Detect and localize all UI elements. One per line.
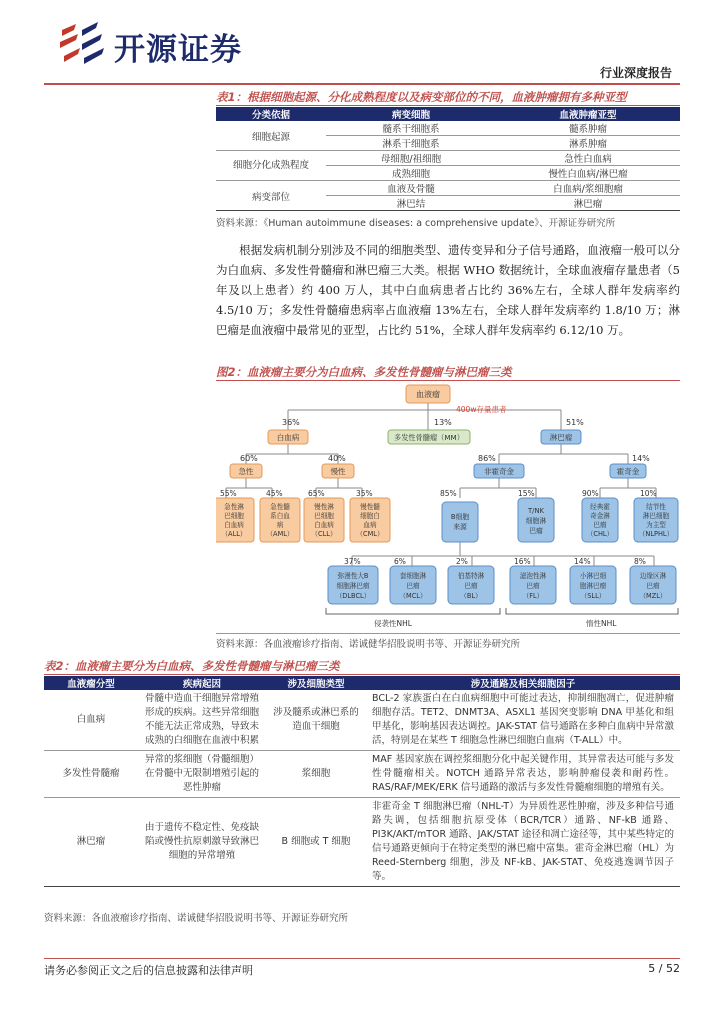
node-label-line: 细胞淋 (525, 517, 547, 525)
table2-header: 血液瘤分型 (44, 676, 138, 690)
node-label-line: （CLL） (311, 530, 337, 538)
node-label-line: 为主型 (646, 521, 666, 529)
body-paragraph (216, 240, 680, 340)
node-label-line: 慢性髓 (360, 503, 380, 511)
table-row (216, 151, 680, 166)
table2-caption (44, 658, 340, 674)
node-label-line: 白血病 (314, 521, 334, 529)
node-label-line: 病 (276, 521, 284, 529)
figure2-caption (216, 364, 512, 380)
table-row (216, 121, 680, 136)
node-label: 白血病 (276, 433, 300, 442)
report-type: 行业深度报告 (599, 66, 672, 80)
overview-table (44, 676, 680, 887)
classification-tree (216, 380, 680, 630)
classification-diagram (216, 380, 680, 630)
node-label-line: 巴瘤 (529, 527, 543, 535)
node-label: 急性 (238, 467, 254, 476)
node-label-line: 边缘区淋 (639, 572, 667, 580)
node-label-line: （AML） (266, 530, 294, 538)
node-label-line: 来源 (453, 523, 467, 531)
pct-label: 14% (632, 454, 650, 463)
table-cell: B 细胞或 T 细胞 (266, 798, 366, 887)
table-cell: 母细胞/祖细胞 (326, 151, 496, 166)
table1-basis: 细胞起源 (251, 131, 290, 143)
table-cell: 骨髓中造血干细胞异常增殖形成的疾病。这些异常细胞不能无法正常成熟，导致未成熟的白细胞在血液中积累 (144, 693, 259, 746)
table-cell: 淋巴瘤 (496, 196, 680, 211)
node-label-line: 细胞淋巴瘤 (336, 582, 370, 590)
table-cell: 由于遗传不稳定性、免疫缺陷或慢性抗原刺激导致淋巴细胞的异常增殖 (138, 798, 266, 887)
table-cell: 浆细胞 (266, 751, 366, 798)
node-label-line: B细胞 (450, 513, 470, 521)
pct-label: 14% (574, 557, 591, 566)
node-label-line: 滤泡性淋 (519, 572, 547, 580)
table-cell: MAF 基因家族在调控浆细胞分化中起关键作用，其异常表达可能与多发性骨髓瘤相关。NOTCH 通路异常表达，影响肿瘤侵袭和耐药性。RAS/RAF/MEK/ERK 信号通路的激活与多发性骨髓瘤细胞的增殖有关。 (366, 751, 680, 798)
table2-header: 疾病起因 (138, 676, 266, 690)
page-number: 5 / 52 (648, 962, 680, 975)
table-cell: BCL-2 家族蛋白在白血病细胞中可能过表达，抑制细胞凋亡，促进肿瘤细胞存活。TET2、DNMT3A、ASXL1 基因突变影响 DNA 甲基化和组甲基化，影响基因表达调控。JAK-STAT 信号通路在多种白血病中异常激活，特别是在某些 T 细胞急性淋巴细胞白血病（T-ALL）中。 (372, 693, 674, 746)
pct-label: 15% (518, 489, 535, 498)
node-label-line: 巴瘤 (526, 582, 540, 590)
node-label-line: （FL） (522, 592, 544, 600)
node-label-line: 巴细胞 (224, 512, 244, 520)
table1-header-cell: 病变细胞 (326, 107, 496, 121)
table-cell: 髓系肿瘤 (568, 124, 607, 135)
node-label: 霍奇金 (616, 467, 640, 476)
table1-header-subtype: 血液肿瘤亚型 (496, 107, 680, 121)
table-cell: 白血病 (76, 714, 106, 725)
table1-title: 根据细胞起源、分化成熟程度以及病变部位的不同，血液肿瘤拥有多种亚型 (247, 90, 627, 104)
table1-caption (216, 89, 627, 105)
footer-disclaimer: 请务必参阅正文之后的信息披露和法律声明 (44, 964, 253, 977)
bracket-label: 惰性NHL (586, 619, 617, 628)
hl-subtypes (582, 489, 678, 542)
table1-label: 表1： (216, 90, 248, 104)
node-label-line: （MZL） (639, 592, 667, 600)
figure2-label: 图2： (216, 365, 248, 379)
node-label-line: 巴瘤 (464, 582, 478, 590)
root-note: 400w存量患者 (456, 405, 507, 414)
node-label-line: （SLL） (580, 592, 606, 600)
node-label-line: 小淋巴细 (579, 572, 607, 580)
node-label-line: 巴瘤 (406, 582, 420, 590)
table2-header-row (44, 676, 680, 690)
node-label-line: 胞淋巴瘤 (579, 582, 607, 590)
table-cell: 淋巴结 (326, 196, 496, 211)
node-label: 多发性骨髓瘤（MM） (394, 433, 464, 442)
table-cell: 淋巴瘤 (44, 798, 138, 887)
table-cell: 血液及骨髓 (326, 181, 496, 196)
table1-basis: 细胞分化成熟程度 (216, 151, 326, 181)
node-label-line: （NLPHL） (638, 530, 674, 538)
node-label-line: 细胞白 (360, 512, 380, 520)
nhl-subtypes (440, 489, 554, 542)
brand-name: 开源证券 (114, 32, 242, 68)
bracket-indolent (506, 608, 678, 614)
pct-label: 2% (456, 557, 468, 566)
table-cell: 髓系干细胞系 (382, 124, 440, 135)
node-label-line: T/NK (528, 507, 544, 515)
pct-label: 6% (394, 557, 406, 566)
node-label-line: 慢性淋 (314, 503, 334, 511)
figure2-bottom-rule (216, 633, 680, 634)
node-label: 慢性 (330, 467, 346, 476)
pct-label: 35% (356, 489, 373, 498)
node-label: 淋巴瘤 (549, 433, 573, 442)
node-label-line: 伯基特淋 (457, 572, 485, 580)
node-label-line: （CML） (356, 530, 384, 538)
table-row (44, 798, 680, 887)
node-label: 非霍奇金 (484, 467, 514, 476)
node-label-line: 系白血 (270, 512, 290, 520)
table-cell: 异常的浆细胞（骨髓细胞）在骨髓中无限制增殖引起的恶性肿瘤 (138, 751, 266, 798)
pct-label: 65% (308, 489, 325, 498)
node-label-line: （MCL） (399, 592, 427, 600)
table2-label: 表2： (44, 659, 76, 673)
table1-source: 资料来源：《Human autoimmune diseases: a comprehensive update》、开源证券研究所 (216, 218, 616, 229)
table1-caption-rule (216, 105, 680, 106)
node-label-line: 结节性 (646, 503, 666, 511)
node-label-line: 血病 (363, 521, 377, 529)
pct-label: 86% (478, 454, 496, 463)
node-label-line: 淋巴细胞 (642, 512, 670, 520)
brand-logo-icon (58, 20, 106, 66)
table2-source: 资料来源：各血液瘤诊疗指南、诺诚健华招股说明书等、开源证券研究所 (44, 913, 349, 924)
table-cell: 慢性白血病/淋巴瘤 (496, 166, 680, 181)
node-label-line: （CHL） (586, 530, 614, 538)
table-row (216, 181, 680, 196)
node-root-label: 血液瘤 (416, 390, 440, 399)
table-row (44, 690, 680, 751)
pct-label: 55% (220, 489, 237, 498)
node-label-line: 急性髓 (270, 503, 290, 511)
table-cell: 成熟细胞 (326, 166, 496, 181)
table-cell: 非霍奇金 T 细胞淋巴瘤（NHL-T）为异质性恶性肿瘤，涉及多种信号通路失调，包括细胞抗原受体（BCR/TCR）通路、NF-kB 通路、PI3K/AKT/mTOR 通路、JAK/STAT 途径和凋亡途径等，其中某些特定的信号通路更倾向于在特定类型的淋巴瘤中富集。霍奇金淋巴瘤（HL）为 Reed-Sternberg 细胞，涉及 NF-kB、JAK-STAT、免疫逃逸调节因子等。 (366, 798, 680, 887)
node-label-line: 急性淋 (224, 503, 244, 511)
table-row (44, 751, 680, 798)
node-label-line: 套细胞淋 (399, 572, 427, 580)
table-cell: 急性白血病 (496, 151, 680, 166)
pct-label: 51% (566, 418, 584, 427)
table-cell: 淋系干细胞系 (326, 136, 496, 151)
node-label-line: 经典霍 (590, 503, 610, 511)
node-label-line: （DLBCL） (335, 592, 371, 600)
leukemia-leaves (216, 489, 390, 542)
brand-logo (58, 18, 273, 68)
pct-label: 8% (634, 557, 646, 566)
pct-label: 45% (266, 489, 283, 498)
node-label-line: 巴瘤 (593, 521, 607, 529)
table1-header-basis: 分类依据 (216, 107, 326, 121)
table-cell: 淋系肿瘤 (496, 136, 680, 151)
node-label-line: 巴瘤 (646, 582, 660, 590)
table2-caption-rule (44, 674, 680, 675)
pct-label: 85% (440, 489, 457, 498)
pct-label: 37% (344, 557, 361, 566)
table2-header: 涉及通路及相关细胞因子 (366, 676, 680, 690)
node-label-line: （BL） (460, 592, 482, 600)
subtype-table (216, 107, 680, 211)
node-b-cell (442, 502, 478, 542)
figure2-title: 血液瘤主要分为白血病、多发性骨髓瘤与淋巴瘤三类 (247, 365, 512, 379)
node-label-line: 巴细胞 (314, 512, 334, 520)
pct-label: 90% (582, 489, 599, 498)
body-paragraph-text: 根据发病机制分别涉及不同的细胞类型、遗传变异和分子信号通路，血液瘤一般可以分为白血病、多发性骨髓瘤和淋巴瘤三大类。根据 WHO 数据统计，全球血液瘤存量患者（5 年及以上患者）约 400 万人，其中白血病患者占比约 36%左右，全球人群年发病率约 4.5/10 万；多发性骨髓瘤患病率占血液瘤 13%左右，全球人群年发病率约 1.8/10 万；淋巴瘤是血液瘤中最常见的亚型，占比约 51%，全球人群年发病率约 6.12/10 万。 (216, 243, 680, 337)
node-label-line: 弥漫性大B (337, 572, 369, 580)
table-cell: 多发性骨髓瘤 (44, 751, 138, 798)
pct-label: 13% (434, 418, 452, 427)
pct-label: 36% (282, 418, 300, 427)
footer-divider (44, 958, 680, 959)
figure2-source: 资料来源：各血液瘤诊疗指南、诺诚健华招股说明书等、开源证券研究所 (216, 639, 521, 650)
table1-header-row (216, 107, 680, 121)
header-divider (44, 83, 680, 85)
bracket-label: 侵袭性NHL (374, 619, 412, 628)
bracket-aggressive (326, 608, 500, 614)
table-cell: 白血病/浆细胞瘤 (496, 181, 680, 196)
table-cell: 涉及髓系或淋巴系的造血干细胞 (273, 707, 359, 732)
table2-title: 血液瘤主要分为白血病、多发性骨髓瘤与淋巴瘤三类 (75, 659, 340, 673)
node-label-line: 奇金淋 (590, 512, 610, 520)
table1-basis: 病变部位 (216, 181, 326, 211)
pct-label: 40% (328, 454, 346, 463)
pct-label: 10% (640, 489, 657, 498)
b-cell-leaves (328, 557, 676, 604)
table2-header: 涉及细胞类型 (266, 676, 366, 690)
pct-label: 60% (240, 454, 258, 463)
pct-label: 16% (514, 557, 531, 566)
node-label-line: 白血病 (224, 521, 244, 529)
node-label-line: （ALL） (221, 530, 247, 538)
